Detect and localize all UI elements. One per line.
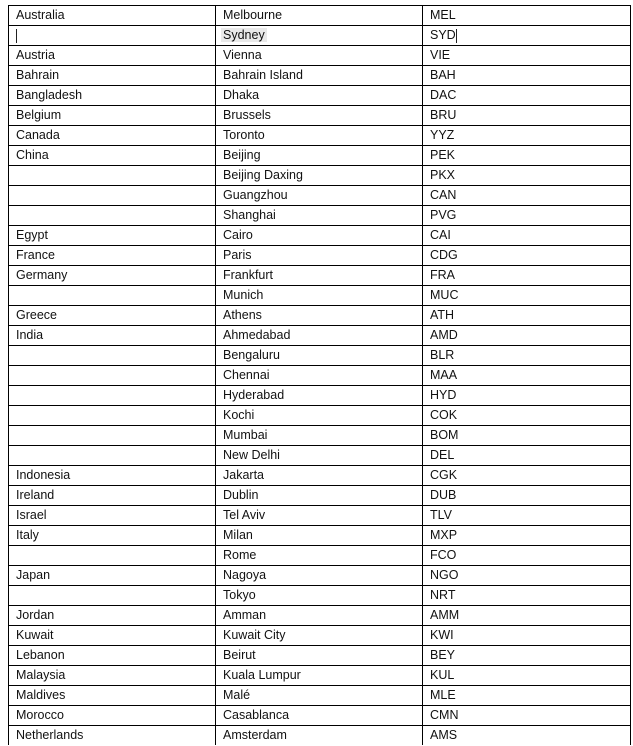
country-cell[interactable] bbox=[9, 146, 216, 166]
airport-table bbox=[8, 5, 631, 745]
airport-code-cell-text: AMM bbox=[430, 608, 460, 622]
country-cell-text: Japan bbox=[16, 568, 51, 582]
country-cell-text: Bangladesh bbox=[16, 88, 83, 102]
city-cell-text: Bahrain Island bbox=[223, 68, 303, 82]
table-row bbox=[9, 106, 631, 126]
city-cell[interactable] bbox=[216, 326, 423, 346]
airport-code-cell-text: NGO bbox=[430, 568, 459, 582]
table-row bbox=[9, 6, 631, 26]
table-row bbox=[9, 46, 631, 66]
city-cell[interactable] bbox=[216, 166, 423, 186]
city-cell-text: Beirut bbox=[223, 648, 256, 662]
table-row bbox=[9, 446, 631, 466]
country-cell[interactable] bbox=[9, 286, 216, 306]
country-cell[interactable] bbox=[9, 706, 216, 726]
airport-code-cell-text: YYZ bbox=[430, 128, 455, 142]
country-cell[interactable] bbox=[9, 166, 216, 186]
table-row bbox=[9, 466, 631, 486]
table-row bbox=[9, 146, 631, 166]
table-row bbox=[9, 486, 631, 506]
table-row bbox=[9, 386, 631, 406]
table-row bbox=[9, 166, 631, 186]
country-cell[interactable] bbox=[9, 226, 216, 246]
country-cell[interactable] bbox=[9, 486, 216, 506]
city-cell-text: Bengaluru bbox=[223, 348, 280, 362]
airport-code-cell-text: BRU bbox=[430, 108, 457, 122]
city-cell-text: Jakarta bbox=[223, 468, 264, 482]
country-cell-text: India bbox=[16, 328, 44, 342]
airport-code-cell[interactable] bbox=[423, 406, 631, 426]
table-row bbox=[9, 366, 631, 386]
country-cell[interactable] bbox=[9, 726, 216, 746]
airport-code-cell[interactable] bbox=[423, 526, 631, 546]
airport-code-cell-text: MXP bbox=[430, 528, 458, 542]
country-cell[interactable] bbox=[9, 346, 216, 366]
country-cell[interactable] bbox=[9, 246, 216, 266]
airport-code-cell-text: FRA bbox=[430, 268, 455, 282]
country-cell-text: Maldives bbox=[16, 688, 66, 702]
country-cell[interactable] bbox=[9, 86, 216, 106]
country-cell-text: Germany bbox=[16, 268, 68, 282]
country-cell[interactable] bbox=[9, 6, 216, 26]
city-cell[interactable] bbox=[216, 446, 423, 466]
country-cell[interactable] bbox=[9, 646, 216, 666]
country-cell[interactable] bbox=[9, 686, 216, 706]
city-cell[interactable] bbox=[216, 226, 423, 246]
city-cell-text: Tokyo bbox=[223, 588, 256, 602]
country-cell[interactable] bbox=[9, 66, 216, 86]
city-cell-text: Sydney bbox=[223, 28, 265, 42]
airport-code-cell-text: MAA bbox=[430, 368, 458, 382]
airport-code-cell-text: BLR bbox=[430, 348, 455, 362]
country-cell[interactable] bbox=[9, 126, 216, 146]
city-cell-text: Ahmedabad bbox=[223, 328, 291, 342]
airport-code-cell-text: FCO bbox=[430, 548, 457, 562]
table-row bbox=[9, 186, 631, 206]
country-cell-text: Ireland bbox=[16, 488, 55, 502]
city-cell-text: Hyderabad bbox=[223, 388, 285, 402]
city-cell[interactable] bbox=[216, 126, 423, 146]
city-cell-text: Nagoya bbox=[223, 568, 267, 582]
airport-code-cell-text: CAN bbox=[430, 188, 457, 202]
country-cell[interactable] bbox=[9, 426, 216, 446]
city-cell-text: Kuala Lumpur bbox=[223, 668, 301, 682]
airport-code-cell[interactable] bbox=[423, 606, 631, 626]
text-cursor bbox=[456, 29, 457, 43]
country-cell[interactable] bbox=[9, 386, 216, 406]
airport-code-cell-text: NRT bbox=[430, 588, 456, 602]
airport-code-cell[interactable] bbox=[423, 186, 631, 206]
country-cell[interactable] bbox=[9, 406, 216, 426]
city-cell-text: Toronto bbox=[223, 128, 265, 142]
airport-code-cell[interactable] bbox=[423, 66, 631, 86]
country-cell[interactable] bbox=[9, 586, 216, 606]
city-cell[interactable] bbox=[216, 606, 423, 626]
city-cell-text: Amman bbox=[223, 608, 267, 622]
airport-code-cell[interactable] bbox=[423, 566, 631, 586]
airport-code-cell[interactable] bbox=[423, 366, 631, 386]
city-cell[interactable] bbox=[216, 646, 423, 666]
country-cell-text: Egypt bbox=[16, 228, 48, 242]
airport-code-cell-text: SYD bbox=[430, 28, 456, 42]
table-row bbox=[9, 266, 631, 286]
city-cell-text: Malé bbox=[223, 688, 251, 702]
city-cell[interactable] bbox=[216, 146, 423, 166]
city-cell[interactable] bbox=[216, 286, 423, 306]
city-cell[interactable] bbox=[216, 686, 423, 706]
airport-code-cell-text: MLE bbox=[430, 688, 456, 702]
city-cell[interactable] bbox=[216, 26, 423, 46]
city-cell-text: Munich bbox=[223, 288, 264, 302]
table-row bbox=[9, 126, 631, 146]
airport-code-cell-text: CGK bbox=[430, 468, 458, 482]
city-cell-text: Milan bbox=[223, 528, 253, 542]
city-cell-text: Beijing Daxing bbox=[223, 168, 303, 182]
city-cell-text: Rome bbox=[223, 548, 257, 562]
city-cell-text: Dhaka bbox=[223, 88, 260, 102]
airport-code-cell-text: DEL bbox=[430, 448, 455, 462]
airport-code-cell-text: BOM bbox=[430, 428, 459, 442]
airport-code-cell[interactable] bbox=[423, 466, 631, 486]
airport-code-cell-text: CDG bbox=[430, 248, 458, 262]
city-cell-text: Casablanca bbox=[223, 708, 290, 722]
airport-code-cell-text: DAC bbox=[430, 88, 457, 102]
city-cell[interactable] bbox=[216, 206, 423, 226]
airport-code-cell[interactable] bbox=[423, 286, 631, 306]
table-row bbox=[9, 726, 631, 746]
table-row bbox=[9, 686, 631, 706]
table-row bbox=[9, 406, 631, 426]
airport-code-cell[interactable] bbox=[423, 586, 631, 606]
airport-code-cell-text: PEK bbox=[430, 148, 456, 162]
airport-code-cell[interactable] bbox=[423, 506, 631, 526]
table-row bbox=[9, 246, 631, 266]
airport-code-cell-text: COK bbox=[430, 408, 458, 422]
country-cell-text: Israel bbox=[16, 508, 47, 522]
city-cell[interactable] bbox=[216, 486, 423, 506]
airport-code-cell[interactable] bbox=[423, 326, 631, 346]
country-cell[interactable] bbox=[9, 606, 216, 626]
city-cell[interactable] bbox=[216, 6, 423, 26]
city-cell-text: Tel Aviv bbox=[223, 508, 266, 522]
country-cell-text: Netherlands bbox=[16, 728, 84, 742]
airport-code-cell-text: MEL bbox=[430, 8, 456, 22]
country-cell[interactable] bbox=[9, 306, 216, 326]
table-row bbox=[9, 586, 631, 606]
country-cell[interactable] bbox=[9, 446, 216, 466]
table-row bbox=[9, 66, 631, 86]
city-cell-text: Guangzhou bbox=[223, 188, 288, 202]
table-row bbox=[9, 86, 631, 106]
city-cell[interactable] bbox=[216, 726, 423, 746]
city-cell[interactable] bbox=[216, 546, 423, 566]
city-cell[interactable] bbox=[216, 86, 423, 106]
city-cell[interactable] bbox=[216, 66, 423, 86]
city-cell-text: New Delhi bbox=[223, 448, 280, 462]
airport-code-cell[interactable] bbox=[423, 226, 631, 246]
table-row bbox=[9, 626, 631, 646]
table-row bbox=[9, 286, 631, 306]
airport-code-cell[interactable] bbox=[423, 146, 631, 166]
airport-code-cell-text: CAI bbox=[430, 228, 451, 242]
airport-code-cell-text: PVG bbox=[430, 208, 457, 222]
airport-code-cell-text: PKX bbox=[430, 168, 456, 182]
airport-code-cell[interactable] bbox=[423, 26, 631, 46]
city-cell-text: Shanghai bbox=[223, 208, 276, 222]
airport-code-cell[interactable] bbox=[423, 206, 631, 226]
airport-code-cell-text: MUC bbox=[430, 288, 459, 302]
table-row bbox=[9, 226, 631, 246]
airport-table-body bbox=[9, 6, 631, 746]
table-row bbox=[9, 606, 631, 626]
airport-code-cell-text: BAH bbox=[430, 68, 456, 82]
city-cell[interactable] bbox=[216, 526, 423, 546]
table-row bbox=[9, 546, 631, 566]
country-cell-text: Belgium bbox=[16, 108, 62, 122]
city-cell-text: Dublin bbox=[223, 488, 259, 502]
country-cell-text: Kuwait bbox=[16, 628, 54, 642]
country-cell[interactable] bbox=[9, 366, 216, 386]
city-cell[interactable] bbox=[216, 706, 423, 726]
city-cell-text: Paris bbox=[223, 248, 252, 262]
airport-code-cell-text: VIE bbox=[430, 48, 451, 62]
city-cell[interactable] bbox=[216, 306, 423, 326]
airport-code-cell-text: ATH bbox=[430, 308, 455, 322]
airport-code-cell[interactable] bbox=[423, 426, 631, 446]
airport-code-cell-text: BEY bbox=[430, 648, 456, 662]
city-cell[interactable] bbox=[216, 266, 423, 286]
country-cell-text: Australia bbox=[16, 8, 65, 22]
table-row bbox=[9, 706, 631, 726]
table-row bbox=[9, 326, 631, 346]
airport-code-cell[interactable] bbox=[423, 106, 631, 126]
airport-code-cell-text: DUB bbox=[430, 488, 457, 502]
country-cell[interactable] bbox=[9, 566, 216, 586]
table-row bbox=[9, 206, 631, 226]
city-cell-text: Chennai bbox=[223, 368, 270, 382]
city-cell-text: Kochi bbox=[223, 408, 255, 422]
country-cell[interactable] bbox=[9, 26, 216, 46]
city-cell-text: Vienna bbox=[223, 48, 262, 62]
city-cell[interactable] bbox=[216, 466, 423, 486]
city-cell[interactable] bbox=[216, 46, 423, 66]
country-cell-text: Morocco bbox=[16, 708, 64, 722]
city-cell-text: Beijing bbox=[223, 148, 261, 162]
table-row bbox=[9, 346, 631, 366]
country-cell[interactable] bbox=[9, 326, 216, 346]
airport-code-cell[interactable] bbox=[423, 166, 631, 186]
country-cell-text: Jordan bbox=[16, 608, 55, 622]
country-cell[interactable] bbox=[9, 206, 216, 226]
country-cell-text: Greece bbox=[16, 308, 57, 322]
city-cell-text: Melbourne bbox=[223, 8, 283, 22]
country-cell-text: Lebanon bbox=[16, 648, 65, 662]
country-cell-text: Indonesia bbox=[16, 468, 71, 482]
airport-code-cell-text: AMS bbox=[430, 728, 458, 742]
city-cell[interactable] bbox=[216, 626, 423, 646]
table-row bbox=[9, 306, 631, 326]
table-row bbox=[9, 506, 631, 526]
airport-code-cell[interactable] bbox=[423, 546, 631, 566]
city-cell-text: Kuwait City bbox=[223, 628, 286, 642]
city-cell[interactable] bbox=[216, 246, 423, 266]
country-cell-text: Austria bbox=[16, 48, 55, 62]
airport-code-cell[interactable] bbox=[423, 706, 631, 726]
country-cell-text: Bahrain bbox=[16, 68, 60, 82]
text-cursor bbox=[16, 29, 17, 43]
airport-code-cell-text: AMD bbox=[430, 328, 458, 342]
airport-code-cell-text: KUL bbox=[430, 668, 455, 682]
city-cell[interactable] bbox=[216, 506, 423, 526]
city-cell[interactable] bbox=[216, 366, 423, 386]
city-cell-text: Amsterdam bbox=[223, 728, 287, 742]
country-cell[interactable] bbox=[9, 266, 216, 286]
country-cell-text: Italy bbox=[16, 528, 39, 542]
airport-code-cell[interactable] bbox=[423, 446, 631, 466]
airport-code-cell-text: CMN bbox=[430, 708, 459, 722]
city-cell-text: Athens bbox=[223, 308, 262, 322]
airport-code-cell[interactable] bbox=[423, 6, 631, 26]
country-cell[interactable] bbox=[9, 186, 216, 206]
airport-code-cell[interactable] bbox=[423, 646, 631, 666]
airport-code-cell[interactable] bbox=[423, 386, 631, 406]
city-cell[interactable] bbox=[216, 586, 423, 606]
airport-code-cell[interactable] bbox=[423, 686, 631, 706]
airport-code-cell[interactable] bbox=[423, 246, 631, 266]
airport-code-cell[interactable] bbox=[423, 306, 631, 326]
airport-code-cell[interactable] bbox=[423, 626, 631, 646]
city-cell[interactable] bbox=[216, 406, 423, 426]
airport-code-cell[interactable] bbox=[423, 666, 631, 686]
country-cell[interactable] bbox=[9, 466, 216, 486]
country-cell[interactable] bbox=[9, 506, 216, 526]
city-cell[interactable] bbox=[216, 346, 423, 366]
table-row bbox=[9, 646, 631, 666]
airport-code-cell-text: KWI bbox=[430, 628, 454, 642]
airport-code-cell[interactable] bbox=[423, 86, 631, 106]
city-cell-text: Mumbai bbox=[223, 428, 268, 442]
country-cell[interactable] bbox=[9, 106, 216, 126]
airport-code-cell[interactable] bbox=[423, 46, 631, 66]
airport-code-cell[interactable] bbox=[423, 126, 631, 146]
table-row bbox=[9, 566, 631, 586]
city-cell[interactable] bbox=[216, 106, 423, 126]
airport-code-cell-text: TLV bbox=[430, 508, 452, 522]
airport-code-cell[interactable] bbox=[423, 266, 631, 286]
country-cell-text: Malaysia bbox=[16, 668, 66, 682]
country-cell[interactable] bbox=[9, 546, 216, 566]
country-cell[interactable] bbox=[9, 666, 216, 686]
country-cell-text: China bbox=[16, 148, 49, 162]
country-cell[interactable] bbox=[9, 46, 216, 66]
airport-code-cell[interactable] bbox=[423, 346, 631, 366]
city-cell-text: Brussels bbox=[223, 108, 271, 122]
table-row bbox=[9, 666, 631, 686]
country-cell-text: Canada bbox=[16, 128, 60, 142]
city-cell[interactable] bbox=[216, 666, 423, 686]
city-cell[interactable] bbox=[216, 386, 423, 406]
city-cell[interactable] bbox=[216, 186, 423, 206]
country-cell[interactable] bbox=[9, 626, 216, 646]
table-row bbox=[9, 426, 631, 446]
airport-code-cell-text: HYD bbox=[430, 388, 457, 402]
city-cell[interactable] bbox=[216, 426, 423, 446]
country-cell-text: France bbox=[16, 248, 55, 262]
airport-code-cell[interactable] bbox=[423, 486, 631, 506]
city-cell-text: Frankfurt bbox=[223, 268, 274, 282]
country-cell[interactable] bbox=[9, 526, 216, 546]
city-cell-text: Cairo bbox=[223, 228, 253, 242]
airport-code-cell[interactable] bbox=[423, 726, 631, 746]
table-row bbox=[9, 526, 631, 546]
city-cell[interactable] bbox=[216, 566, 423, 586]
table-row bbox=[9, 26, 631, 46]
